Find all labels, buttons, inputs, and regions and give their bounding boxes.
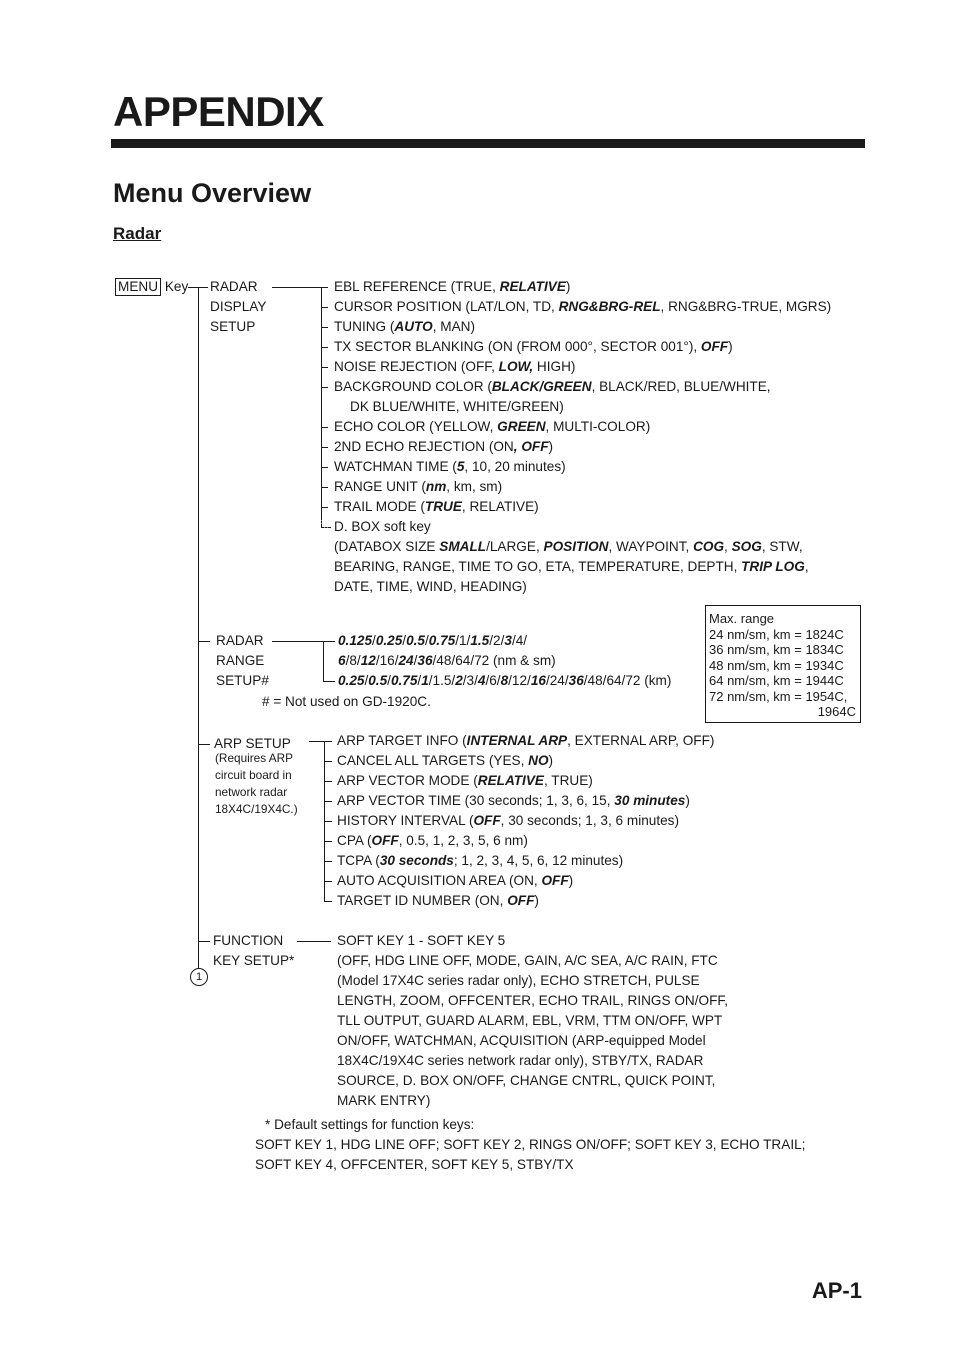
tree-tick bbox=[324, 881, 332, 882]
default-value: SMALL bbox=[439, 539, 487, 554]
tree-tick bbox=[321, 447, 328, 448]
max-range-line: 24 nm/sm, km = 1824C bbox=[709, 626, 844, 642]
text-segment: ) bbox=[548, 439, 554, 454]
menu-option bbox=[334, 337, 733, 357]
tree-tick bbox=[321, 327, 328, 328]
default-value: 1.5 bbox=[470, 633, 490, 648]
text-segment: /LARGE, bbox=[486, 539, 544, 554]
text-segment: CPA ( bbox=[337, 833, 372, 848]
connector-circle: 1 bbox=[190, 968, 208, 986]
menu-option bbox=[334, 457, 566, 477]
default-value: 4 bbox=[477, 673, 486, 688]
title-rule bbox=[111, 139, 865, 148]
default-value: nm bbox=[425, 479, 447, 494]
menu-option bbox=[334, 557, 809, 577]
tree-line bbox=[297, 941, 331, 942]
text-segment: / bbox=[372, 633, 376, 648]
range-option bbox=[338, 631, 527, 651]
max-range-line: 1964C bbox=[817, 704, 856, 719]
default-value: OFF bbox=[371, 833, 399, 848]
default-value: , OFF bbox=[513, 439, 549, 454]
default-value: NO bbox=[528, 753, 549, 768]
default-value: 24 bbox=[398, 653, 414, 668]
text-segment: (DATABOX SIZE bbox=[334, 539, 440, 554]
arp-setup-label: ARP SETUP bbox=[214, 736, 291, 751]
text-segment: D. BOX soft key bbox=[334, 519, 431, 534]
text-segment: , RNG&BRG-TRUE, MGRS) bbox=[660, 299, 832, 314]
tree-line bbox=[272, 287, 322, 288]
text-segment: BACKGROUND COLOR ( bbox=[334, 379, 492, 394]
text-segment: /1.5/ bbox=[428, 673, 456, 688]
default-value: 3 bbox=[504, 633, 512, 648]
text-segment: /8/ bbox=[345, 653, 361, 668]
tree-line bbox=[309, 741, 325, 742]
default-value: 0.5 bbox=[368, 673, 388, 688]
tree-tick bbox=[321, 507, 328, 508]
menu-label-line: RADAR bbox=[210, 279, 258, 294]
tree-tick bbox=[324, 861, 332, 862]
text-segment: , 0.5, 1, 2, 3, 5, 6 nm) bbox=[398, 833, 528, 848]
text-segment: , BLACK/RED, BLUE/WHITE, bbox=[591, 379, 771, 394]
key-text: Key bbox=[164, 279, 189, 294]
default-value: TRUE bbox=[424, 499, 462, 514]
section-title: Menu Overview bbox=[113, 178, 312, 208]
text-segment: 2ND ECHO REJECTION (ON bbox=[334, 439, 514, 454]
text-segment: ) bbox=[685, 793, 690, 808]
function-key-option-line: MARK ENTRY) bbox=[337, 1093, 431, 1108]
default-value: 0.5 bbox=[406, 633, 425, 648]
default-value: 0.75 bbox=[390, 673, 418, 688]
menu-option bbox=[334, 377, 771, 397]
default-value: BLACK/GREEN bbox=[491, 379, 592, 394]
text-segment: ) bbox=[534, 893, 539, 908]
tree-tick bbox=[321, 307, 328, 308]
tree-tick bbox=[324, 781, 332, 782]
text-segment: CANCEL ALL TARGETS (YES, bbox=[337, 753, 529, 768]
tree-bracket-dashed bbox=[321, 517, 322, 527]
tree-line-dashed bbox=[321, 527, 331, 528]
text-segment: /16/ bbox=[375, 653, 399, 668]
default-value: OFF bbox=[507, 893, 535, 908]
page-number: AP-1 bbox=[811, 1278, 862, 1303]
menu-label-line: KEY SETUP* bbox=[213, 953, 295, 968]
function-key-option-line: ON/OFF, WATCHMAN, ACQUISITION (ARP-equipped Model bbox=[337, 1033, 706, 1048]
text-segment: TX SECTOR BLANKING (ON (FROM 000°, SECTOR 001°), bbox=[334, 339, 701, 354]
menu-option-continued bbox=[350, 397, 564, 417]
text-segment: /1/ bbox=[455, 633, 471, 648]
text-segment: , TRUE) bbox=[543, 773, 593, 788]
tree-tick bbox=[324, 761, 332, 762]
text-segment: / bbox=[364, 673, 369, 688]
text-segment: HIGH) bbox=[533, 359, 576, 374]
text-segment: , EXTERNAL ARP, OFF) bbox=[567, 733, 715, 748]
text-segment: /24/ bbox=[545, 673, 569, 688]
appendix-title: APPENDIX bbox=[113, 88, 324, 135]
function-key-option-line: SOURCE, D. BOX ON/OFF, CHANGE CNTRL, QUICK POINT, bbox=[337, 1073, 716, 1088]
text-segment: TRAIL MODE ( bbox=[334, 499, 425, 514]
function-key-option-line: 18X4C/19X4C series network radar only), STBY/TX, RADAR bbox=[337, 1053, 704, 1068]
tree-tick bbox=[324, 741, 332, 742]
max-range-line: 48 nm/sm, km = 1934C bbox=[709, 657, 844, 673]
tree-line bbox=[198, 641, 210, 642]
function-key-option-line: (OFF, HDG LINE OFF, MODE, GAIN, A/C SEA, A/C RAIN, FTC bbox=[337, 953, 718, 968]
text-segment: WATCHMAN TIME ( bbox=[334, 459, 457, 474]
text-segment: , RELATIVE) bbox=[461, 499, 539, 514]
arp-option bbox=[337, 871, 573, 891]
menu-option bbox=[334, 317, 475, 337]
default-value: SOG bbox=[731, 539, 762, 554]
arp-option bbox=[337, 751, 553, 771]
default-value: INTERNAL ARP bbox=[466, 733, 568, 748]
default-value: 30 minutes bbox=[614, 793, 686, 808]
default-value: 2 bbox=[455, 673, 463, 688]
text-segment: , MULTI-COLOR) bbox=[545, 419, 651, 434]
text-segment: / bbox=[424, 633, 429, 648]
text-segment: /4/ bbox=[511, 633, 528, 648]
menu-key-box: MENU bbox=[115, 278, 161, 296]
menu-option bbox=[334, 297, 831, 317]
arp-option bbox=[337, 811, 679, 831]
text-segment: , bbox=[724, 539, 732, 554]
text-segment: EBL REFERENCE (TRUE, bbox=[334, 279, 500, 294]
range-option bbox=[338, 671, 671, 691]
menu-option bbox=[334, 497, 539, 517]
default-value: GREEN bbox=[497, 419, 546, 434]
subsection-title: Radar bbox=[113, 224, 162, 243]
tree-tick bbox=[321, 347, 328, 348]
tree-tick bbox=[324, 841, 332, 842]
default-value: COG bbox=[693, 539, 725, 554]
tree-tick bbox=[323, 681, 335, 682]
arp-option bbox=[337, 831, 528, 851]
menu-option bbox=[334, 277, 570, 297]
arp-option bbox=[337, 851, 623, 871]
function-key-option-line: (Model 17X4C series radar only), ECHO STRETCH, PULSE bbox=[337, 973, 700, 988]
arp-requirement-line: circuit board in bbox=[215, 768, 292, 782]
tree-tick bbox=[324, 901, 332, 902]
text-segment: , WAYPOINT, bbox=[608, 539, 694, 554]
default-note-line: SOFT KEY 1, HDG LINE OFF; SOFT KEY 2, RINGS ON/OFF; SOFT KEY 3, ECHO TRAIL; bbox=[255, 1137, 806, 1152]
default-value: AUTO bbox=[394, 319, 433, 334]
default-value: RNG&BRG-REL bbox=[558, 299, 661, 314]
arp-option bbox=[337, 771, 593, 791]
text-segment: CURSOR POSITION (LAT/LON, TD, bbox=[334, 299, 559, 314]
default-value: OFF bbox=[541, 873, 569, 888]
tree-tick bbox=[321, 467, 328, 468]
arp-requirement-line: network radar bbox=[215, 785, 288, 799]
function-key-option-line: SOFT KEY 1 - SOFT KEY 5 bbox=[337, 933, 506, 948]
menu-label-line: RANGE bbox=[216, 653, 265, 668]
text-segment: RANGE UNIT ( bbox=[334, 479, 426, 494]
arp-option bbox=[337, 731, 714, 751]
default-value: LOW, bbox=[498, 359, 534, 374]
menu-option bbox=[334, 357, 575, 377]
menu-option bbox=[334, 517, 431, 537]
default-value: 30 seconds bbox=[379, 853, 454, 868]
menu-option bbox=[334, 437, 553, 457]
text-segment: ARP VECTOR TIME (30 seconds; 1, 3, 6, 15, bbox=[337, 793, 615, 808]
text-segment: HISTORY INTERVAL ( bbox=[337, 813, 474, 828]
range-note: # = Not used on GD-1920C. bbox=[262, 694, 431, 709]
tree-tick bbox=[324, 801, 332, 802]
text-segment: ) bbox=[568, 873, 574, 888]
range-option bbox=[338, 651, 556, 671]
menu-label-line: SETUP# bbox=[216, 673, 269, 688]
text-segment: /12/ bbox=[508, 673, 531, 688]
arp-requirement-line: 18X4C/19X4C.) bbox=[215, 802, 298, 816]
default-value: 0.25 bbox=[375, 633, 403, 648]
text-segment: ECHO COLOR (YELLOW, bbox=[334, 419, 498, 434]
default-value: OFF bbox=[700, 339, 729, 354]
max-range-line: Max. range bbox=[709, 611, 775, 626]
text-segment: ARP VECTOR MODE ( bbox=[337, 773, 478, 788]
tree-tick bbox=[321, 487, 328, 488]
function-key-option-line: LENGTH, ZOOM, OFFCENTER, ECHO TRAIL, RINGS ON/OFF, bbox=[337, 993, 728, 1008]
text-segment: ) bbox=[728, 339, 733, 354]
text-segment: TCPA ( bbox=[337, 853, 380, 868]
text-segment: DK BLUE/WHITE, WHITE/GREEN) bbox=[350, 399, 564, 414]
menu-label-line: SETUP bbox=[210, 319, 256, 334]
text-segment: / bbox=[417, 673, 422, 688]
text-segment: ) bbox=[548, 753, 554, 768]
text-segment: /2/ bbox=[489, 633, 505, 648]
text-segment: DATE, TIME, WIND, HEADING) bbox=[334, 579, 527, 594]
max-range-box bbox=[705, 605, 861, 723]
text-segment: /48/64/72 (km) bbox=[583, 673, 672, 688]
default-value: 5 bbox=[456, 459, 465, 474]
arp-option bbox=[337, 891, 539, 911]
menu-label-line: FUNCTION bbox=[213, 933, 284, 948]
text-segment: ; 1, 2, 3, 4, 5, 6, 12 minutes) bbox=[453, 853, 624, 868]
text-segment: /6/ bbox=[485, 673, 501, 688]
text-segment: , bbox=[804, 559, 809, 574]
menu-key-label bbox=[115, 277, 188, 297]
text-segment: /48/64/72 (nm & sm) bbox=[432, 653, 556, 668]
text-segment: , km, sm) bbox=[446, 479, 503, 494]
default-note-line: * Default settings for function keys: bbox=[265, 1117, 475, 1132]
arp-option bbox=[337, 791, 690, 811]
text-segment: , STW, bbox=[761, 539, 803, 554]
menu-option bbox=[334, 577, 527, 597]
tree-tick bbox=[323, 641, 335, 642]
text-segment: TUNING ( bbox=[334, 319, 395, 334]
menu-option bbox=[334, 537, 803, 557]
default-value: 1 bbox=[421, 673, 429, 688]
max-range-line: 72 nm/sm, km = 1954C, bbox=[709, 688, 848, 704]
default-value: 36 bbox=[568, 673, 584, 688]
menu-option bbox=[334, 477, 502, 497]
default-value: OFF bbox=[473, 813, 501, 828]
text-segment: , MAN) bbox=[432, 319, 475, 334]
tree-tick bbox=[321, 387, 328, 388]
default-value: 0.25 bbox=[338, 673, 365, 688]
text-segment: ) bbox=[565, 279, 571, 294]
default-value: POSITION bbox=[543, 539, 609, 554]
default-value: RELATIVE bbox=[477, 773, 544, 788]
text-segment: AUTO ACQUISITION AREA (ON, bbox=[337, 873, 542, 888]
menu-label-line: DISPLAY bbox=[210, 299, 267, 314]
text-segment: , 10, 20 minutes) bbox=[464, 459, 566, 474]
default-note-line: SOFT KEY 4, OFFCENTER, SOFT KEY 5, STBY/TX bbox=[255, 1157, 574, 1172]
default-value: 36 bbox=[417, 653, 433, 668]
text-segment: NOISE REJECTION (OFF, bbox=[334, 359, 499, 374]
tree-tick bbox=[324, 821, 332, 822]
tree-bracket bbox=[321, 287, 322, 517]
text-segment: / bbox=[387, 673, 391, 688]
default-value: TRIP LOG bbox=[741, 559, 805, 574]
text-segment: ARP TARGET INFO ( bbox=[337, 733, 467, 748]
tree-tick bbox=[321, 427, 328, 428]
function-key-option-line: TLL OUTPUT, GUARD ALARM, EBL, VRM, TTM ON/OFF, WPT bbox=[337, 1013, 723, 1028]
max-range-line: 64 nm/sm, km = 1944C bbox=[709, 673, 844, 688]
default-value: 6 bbox=[338, 653, 346, 668]
tree-line bbox=[198, 744, 210, 745]
text-segment: /3/ bbox=[462, 673, 478, 688]
text-segment: TARGET ID NUMBER (ON, bbox=[337, 893, 508, 908]
default-value: 8 bbox=[500, 673, 509, 688]
arp-requirement-line: (Requires ARP bbox=[215, 751, 294, 765]
menu-option bbox=[334, 417, 650, 437]
tree-line bbox=[272, 641, 324, 642]
tree-line bbox=[198, 941, 210, 942]
tree-bracket bbox=[323, 641, 324, 681]
text-segment: / bbox=[413, 653, 418, 668]
tree-tick bbox=[321, 367, 328, 368]
text-segment: / bbox=[402, 633, 407, 648]
max-range-line: 36 nm/sm, km = 1834C bbox=[709, 642, 844, 657]
default-value: 12 bbox=[360, 653, 376, 668]
text-segment: , 30 seconds; 1, 3, 6 minutes) bbox=[500, 813, 679, 828]
default-value: 16 bbox=[530, 673, 546, 688]
menu-label-line: RADAR bbox=[216, 633, 264, 648]
default-value: 0.75 bbox=[428, 633, 456, 648]
tree-tick bbox=[321, 287, 328, 288]
tree-trunk bbox=[198, 287, 199, 970]
default-value: RELATIVE bbox=[499, 279, 566, 294]
default-value: 0.125 bbox=[338, 633, 373, 648]
text-segment: BEARING, RANGE, TIME TO GO, ETA, TEMPERATURE, DEPTH, bbox=[334, 559, 742, 574]
